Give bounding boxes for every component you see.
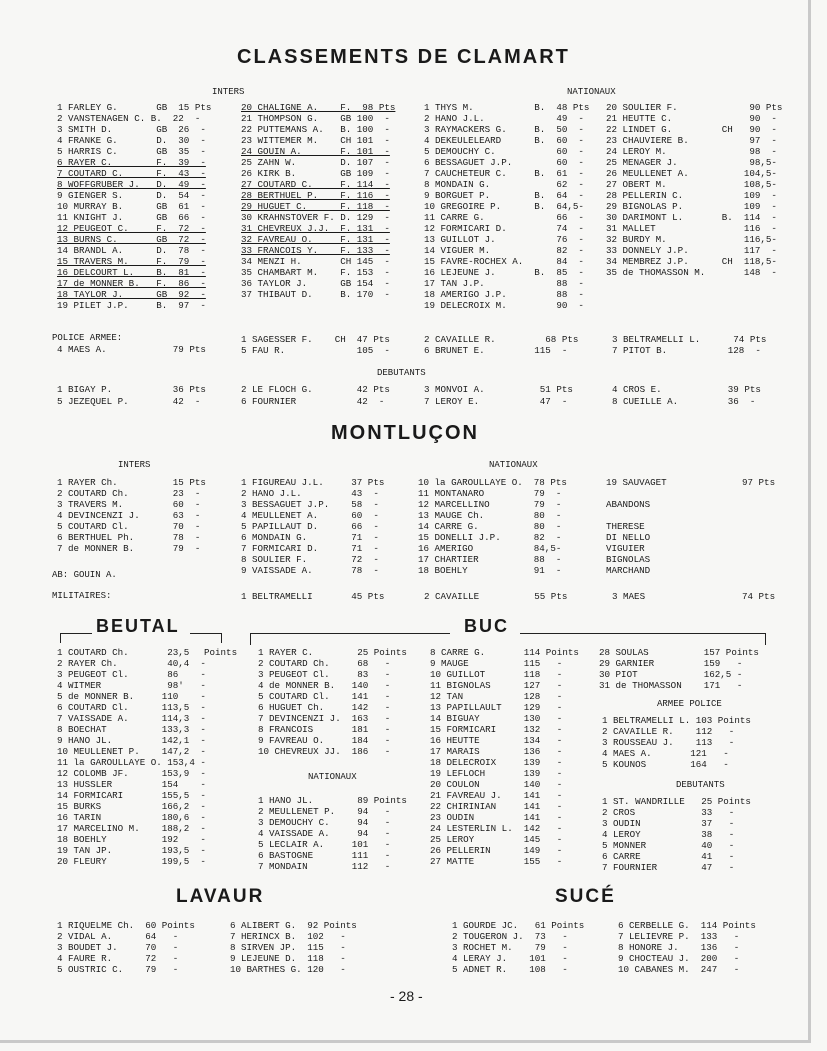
list-item: 18 BOEHLY 192 - <box>57 834 206 845</box>
beutal-rule-tick <box>60 633 61 643</box>
clamart-inters-col2 <box>241 102 395 300</box>
montlucon-sauvaget-points: 97 Pts <box>742 477 776 488</box>
debutant-row: 1 BIGAY P. 36 Pts <box>57 384 206 395</box>
list-item: 5 MONNER 40 - <box>602 840 735 851</box>
list-item: 17 MARAIS 136 - <box>430 746 563 757</box>
buc-rule-tick <box>250 633 251 645</box>
list-item: 10 CHEVREUX JJ. 186 - <box>258 746 391 757</box>
list-item: 6 CARRE 41 - <box>602 851 735 862</box>
list-item: 20 SOULIER F. 90 Pts <box>606 102 783 113</box>
buc-col2 <box>430 647 579 867</box>
list-item: 6 COUTARD Cl. 113,5 - <box>57 702 206 713</box>
list-item: 5 LECLAIR A. 101 - <box>258 839 391 850</box>
buc-rule-tick <box>765 633 766 645</box>
beutal-points-label: Points <box>204 647 238 658</box>
police-row: 4 MAES A. 79 Pts <box>57 344 206 355</box>
list-item: 4 VAISSADE A. 94 - <box>258 828 391 839</box>
buc-nationaux-label: NATIONAUX <box>308 772 357 782</box>
buc-debutants-label: DEBUTANTS <box>676 780 725 790</box>
list-item: 16 TARIN 180,6 - <box>57 812 206 823</box>
list-item: 4 de MONNER B. 140 - <box>258 680 391 691</box>
militaire-row: 74 Pts <box>742 591 776 602</box>
list-item: 2 RAYER Ch. 40,4 - <box>57 658 206 669</box>
list-item: 9 CHOCTEAU J. 200 - <box>618 953 740 964</box>
list-item: 10 MEULLENET P. 147,2 - <box>57 746 206 757</box>
list-item: 20 COULON 140 - <box>430 779 563 790</box>
list-item: 16 AMERIGO 84,5- <box>418 543 562 554</box>
list-item: 13 GUILLOT J. 76 - <box>424 234 584 245</box>
list-item: 8 SIRVEN JP. 115 - <box>230 942 346 953</box>
list-item: 31 MALLET 116 - <box>606 223 777 234</box>
lavaur-title: LAVAUR <box>176 886 265 907</box>
list-item: 9 HANO JL. 142,1 - <box>57 735 206 746</box>
list-item: 9 FAVREAU O. 184 - <box>258 735 391 746</box>
list-item: 6 RAYER C. F. 39 - <box>57 157 206 168</box>
list-item: 9 GIENGER S. D. 54 - <box>57 190 206 201</box>
list-item: 9 MAUGE 115 - <box>430 658 563 669</box>
list-item: BIGNOLAS <box>606 554 651 565</box>
list-item: 2 COUTARD Ch. 23 - <box>57 488 201 499</box>
montlucon-nationaux-col1 <box>241 477 384 576</box>
list-item: 30 DARIMONT L. B. 114 - <box>606 212 777 223</box>
list-item: 31 de THOMASSON 171 - <box>599 680 743 691</box>
list-item: 22 CHIRINIAN 141 - <box>430 801 563 812</box>
list-item: 8 BOECHAT 133,3 - <box>57 724 206 735</box>
list-item: 5 ADNET R. 108 - <box>452 964 568 975</box>
list-item: 6 BESSAGUET J.P. 60 - <box>424 157 584 168</box>
list-item: 12 FORMICARI D. 74 - <box>424 223 584 234</box>
list-item: 24 LEROY M. 98 - <box>606 146 777 157</box>
list-item: 24 LESTERLIN L. 142 - <box>430 823 563 834</box>
list-item: 25 ZAHN W. D. 107 - <box>241 157 390 168</box>
list-item: 2 VANSTENAGEN C. B. 22 - <box>57 113 201 124</box>
list-item: 7 FOURNIER 47 - <box>602 862 735 873</box>
list-item: 4 MEULLENET A. 60 - <box>241 510 379 521</box>
suce-title: SUCÉ <box>555 886 616 907</box>
list-item: 26 PELLERIN 149 - <box>430 845 563 856</box>
beutal-rule-left <box>60 633 92 634</box>
list-item: 3 ROUSSEAU J. 113 - <box>602 737 735 748</box>
list-item: 23 WITTEMER M. CH 101 - <box>241 135 390 146</box>
list-item: 6 ALIBERT G. 92 Points <box>230 920 357 931</box>
suce-col2 <box>618 920 756 975</box>
list-item: 33 FRANCOIS Y. F. 133 - <box>241 245 390 256</box>
list-item: 25 LEROY 145 - <box>430 834 563 845</box>
list-item: 18 DELECROIX 139 - <box>430 757 563 768</box>
list-item: 13 HUSSLER 154 - <box>57 779 206 790</box>
debutant-row: 8 CUEILLE A. 36 - <box>612 396 756 407</box>
list-item: 18 AMERIGO J.P. 88 - <box>424 289 584 300</box>
buc-col1 <box>258 647 407 757</box>
debutant-row: 3 MONVOI A. 51 Pts <box>424 384 573 395</box>
list-item: 29 HUGUET C. F. 118 - <box>241 201 390 212</box>
list-item: 6 BASTOGNE 111 - <box>258 850 391 861</box>
list-item: 8 CARRE G. 114 Points <box>430 647 579 658</box>
montlucon-nationaux-col3 <box>606 477 667 576</box>
list-item: 7 VAISSADE A. 114,3 - <box>57 713 206 724</box>
list-item: 11 la GAROULLAYE O. 153,4 - <box>57 757 206 768</box>
list-item: VIGUIER <box>606 543 645 554</box>
list-item: 19 DELECROIX M. 90 - <box>424 300 584 311</box>
list-item: 19 SAUVAGET <box>606 477 667 488</box>
list-item: 28 BERTHUEL P. F. 116 - <box>241 190 390 201</box>
list-item: THERESE <box>606 521 645 532</box>
clamart-police-label: POLICE ARMEE: <box>52 333 123 343</box>
list-item: 7 HERINCX B. 102 - <box>230 931 346 942</box>
list-item: 29 GARNIER 159 - <box>599 658 743 669</box>
list-item: 29 BIGNOLAS P. 109 - <box>606 201 777 212</box>
debutant-row: 2 LE FLOCH G. 42 Pts <box>241 384 390 395</box>
list-item: 2 VIDAL A. 64 - <box>57 931 179 942</box>
militaire-row: 3 MAES <box>612 591 646 602</box>
list-item: 4 WITMER 98' - <box>57 680 206 691</box>
list-item: 10 BARTHES G. 120 - <box>230 964 346 975</box>
list-item: 3 SMITH D. GB 26 - <box>57 124 206 135</box>
list-item: 7 de MONNER B. 79 - <box>57 543 201 554</box>
list-item: 36 TAYLOR J. GB 154 - <box>241 278 390 289</box>
list-item: 23 CHAUVIERE B. 97 - <box>606 135 777 146</box>
list-item: 15 FAVRE-ROCHEX A. 84 - <box>424 256 584 267</box>
list-item: 18 BOEHLY 91 - <box>418 565 562 576</box>
list-item: 21 HEUTTE C. 90 - <box>606 113 777 124</box>
list-item: 13 PAPILLAULT 129 - <box>430 702 563 713</box>
list-item: 3 PEUGEOT Cl. 86 - <box>57 669 206 680</box>
buc-armee-col <box>602 715 751 770</box>
list-item: 16 HEUTTE 134 - <box>430 735 563 746</box>
debutant-row: 6 FOURNIER 42 - <box>241 396 385 407</box>
list-item: 3 BESSAGUET J.P. 58 - <box>241 499 379 510</box>
list-item: 15 DONELLI J.P. 82 - <box>418 532 562 543</box>
list-item: 5 PAPILLAUT D. 66 - <box>241 521 379 532</box>
list-item: 2 CAVAILLE R. 112 - <box>602 726 735 737</box>
list-item: 34 MENZI H. CH 145 - <box>241 256 390 267</box>
list-item: 9 LEJEUNE D. 118 - <box>230 953 346 964</box>
suce-col1 <box>452 920 584 975</box>
montlucon-inters-col <box>57 477 206 554</box>
list-item: 15 TRAVERS M. F. 79 - <box>57 256 206 267</box>
montlucon-nationaux-label: NATIONAUX <box>489 460 538 470</box>
list-item: 35 de THOMASSON M. 148 - <box>606 267 777 278</box>
list-item: 17 MARCELINO M. 188,2 - <box>57 823 206 834</box>
list-item: 9 VAISSADE A. 78 - <box>241 565 379 576</box>
list-item <box>606 510 667 521</box>
list-item: ABANDONS <box>606 499 651 510</box>
list-item: 5 OUSTRIC C. 79 - <box>57 964 179 975</box>
beutal-col <box>57 647 206 867</box>
list-item: 5 COUTARD Cl. 70 - <box>57 521 201 532</box>
list-item: 27 OBERT M. 108,5- <box>606 179 777 190</box>
beutal-rule-right <box>190 633 222 634</box>
list-item: 30 PIOT 162,5 - <box>599 669 743 680</box>
list-item: 12 PEUGEOT C. F. 72 - <box>57 223 206 234</box>
list-item: 5 KOUNOS 164 - <box>602 759 729 770</box>
montlucon-militaires-label: MILITAIRES: <box>52 591 112 601</box>
list-item: 2 HANO J.L. 49 - <box>424 113 584 124</box>
list-item: 7 DEVINCENZI J. 163 - <box>258 713 391 724</box>
list-item: 14 CARRE G. 80 - <box>418 521 562 532</box>
police-row: 5 FAU R. 105 - <box>241 345 390 356</box>
list-item: 2 TOUGERON J. 73 - <box>452 931 568 942</box>
clamart-title: CLASSEMENTS DE CLAMART <box>237 46 570 68</box>
list-item: 33 DONNELY J.P. 117 - <box>606 245 777 256</box>
list-item: 4 DEKEULELEARD B. 60 - <box>424 135 584 146</box>
list-item: 4 LEROY 38 - <box>602 829 735 840</box>
montlucon-ab: AB: GOUIN A. <box>52 570 117 580</box>
buc-col3 <box>599 647 759 691</box>
list-item: 3 PEUGEOT Cl. 83 - <box>258 669 391 680</box>
list-item: 17 de MONNER B. F. 86 - <box>57 278 206 289</box>
list-item: 7 CAUCHETEUR C. B. 61 - <box>424 168 584 179</box>
list-item: 4 DEVINCENZI J. 63 - <box>57 510 201 521</box>
list-item: 12 COLOMB JF. 153,9 - <box>57 768 206 779</box>
list-item: 4 MAES A. 121 - <box>602 748 729 759</box>
list-item: 35 CHAMBART M. F. 153 - <box>241 267 390 278</box>
list-item: 1 RAYER C. 25 Points <box>258 647 407 658</box>
debutant-row: 5 JEZEQUEL P. 42 - <box>57 396 201 407</box>
list-item: 27 MATTE 155 - <box>430 856 563 867</box>
list-item: 10 GUILLOT 118 - <box>430 669 563 680</box>
list-item: 4 FRANKE G. D. 30 - <box>57 135 206 146</box>
list-item: 20 FLEURY 199,5 - <box>57 856 206 867</box>
police-row: 3 BELTRAMELLI L. 74 Pts <box>612 334 767 345</box>
list-item: 1 GOURDE JC. 61 Points <box>452 920 585 931</box>
beutal-rule-tick <box>221 633 222 643</box>
list-item: 2 COUTARD Ch. 68 - <box>258 658 391 669</box>
list-item: 27 COUTARD C. F. 114 - <box>241 179 390 190</box>
list-item: 5 HARRIS C. GB 35 - <box>57 146 206 157</box>
debutant-row: 4 CROS E. 39 Pts <box>612 384 761 395</box>
list-item: 37 THIBAUT D. B. 170 - <box>241 289 390 300</box>
list-item: 12 MARCELLINO 79 - <box>418 499 562 510</box>
lavaur-col2 <box>230 920 357 975</box>
list-item: 9 BORGUET P. B. 64 - <box>424 190 584 201</box>
list-item: 1 ST. WANDRILLE 25 Points <box>602 796 751 807</box>
list-item: 22 PUTTEMANS A. B. 100 - <box>241 124 390 135</box>
list-item: DI NELLO <box>606 532 651 543</box>
list-item: 14 FORMICARI 155,5 - <box>57 790 206 801</box>
list-item: 10 la GAROULLAYE O. 78 Pts <box>418 477 567 488</box>
list-item: 6 HUGUET Ch. 142 - <box>258 702 391 713</box>
list-item: 18 TAYLOR J. GB 92 - <box>57 289 206 300</box>
list-item: 19 TAN JP. 193,5 - <box>57 845 206 856</box>
list-item: 32 FAVREAU O. F. 131 - <box>241 234 390 245</box>
list-item: 1 RAYER Ch. 15 Pts <box>57 477 206 488</box>
list-item: 8 SOULIER F. 72 - <box>241 554 379 565</box>
clamart-debutants-label: DEBUTANTS <box>377 368 426 378</box>
list-item: 7 FORMICARI D. 71 - <box>241 543 379 554</box>
list-item: 1 FIGUREAU J.L. 37 Pts <box>241 477 385 488</box>
list-item: 5 de MONNER B. 110 - <box>57 691 206 702</box>
list-item: 1 BELTRAMELLI L. 103 Points <box>602 715 751 726</box>
list-item: 5 DEMOUCHY C. 60 - <box>424 146 584 157</box>
list-item: 10 CABANES M. 247 - <box>618 964 740 975</box>
list-item <box>606 488 667 499</box>
list-item: 28 SOULAS 157 Points <box>599 647 759 658</box>
clamart-nationaux-label: NATIONAUX <box>567 87 616 97</box>
list-item: 16 DELCOURT L. B. 81 - <box>57 267 206 278</box>
list-item: 31 CHEVREUX J.J. F. 131 - <box>241 223 390 234</box>
list-item: 11 BIGNOLAS 127 - <box>430 680 563 691</box>
montlucon-inters-label: INTERS <box>118 460 151 470</box>
buc-armee-label: ARMEE POLICE <box>657 699 722 709</box>
list-item: 12 TAN 128 - <box>430 691 563 702</box>
list-item: 1 FARLEY G. GB 15 Pts <box>57 102 212 113</box>
list-item: 14 VIGUER M. 82 - <box>424 245 584 256</box>
list-item: 19 PILET J.P. B. 97 - <box>57 300 206 311</box>
list-item: 21 THOMPSON G. GB 100 - <box>241 113 390 124</box>
list-item: 10 MURRAY B. GB 61 - <box>57 201 206 212</box>
list-item: 8 WOFFGRUBER J. D. 49 - <box>57 179 206 190</box>
page-number: - 28 - <box>390 988 423 1004</box>
police-row: 7 PITOT B. 128 - <box>612 345 761 356</box>
police-row: 2 CAVAILLE R. 68 Pts <box>424 334 579 345</box>
list-item: 26 MEULLENET A. 104,5- <box>606 168 777 179</box>
page-edge <box>808 0 811 1040</box>
list-item: 2 MEULLENET P. 94 - <box>258 806 391 817</box>
police-row: 1 SAGESSER F. CH 47 Pts <box>241 334 390 345</box>
list-item: 21 FAVREAU J. 141 - <box>430 790 563 801</box>
list-item: 11 CARRE G. 66 - <box>424 212 584 223</box>
list-item: 3 DEMOUCHY C. 94 - <box>258 817 391 828</box>
militaire-row: 2 CAVAILLE 55 Pts <box>424 591 568 602</box>
lavaur-col1 <box>57 920 195 975</box>
buc-debutants-col <box>602 796 751 873</box>
list-item: 14 BRANDL A. D. 78 - <box>57 245 206 256</box>
page-edge-bottom <box>0 1040 811 1043</box>
list-item: MARCHAND <box>606 565 651 576</box>
list-item: 8 HONORE J. 136 - <box>618 942 740 953</box>
buc-nationaux-col <box>258 795 407 872</box>
list-item: 10 GREGOIRE P. B. 64,5- <box>424 201 584 212</box>
list-item: 7 MONDAIN 112 - <box>258 861 391 872</box>
list-item: 1 RIQUELME Ch. 60 Points <box>57 920 195 931</box>
clamart-nationaux-col2 <box>606 102 782 278</box>
list-item: 3 TRAVERS M. 60 - <box>57 499 201 510</box>
list-item: 15 FORMICARI 132 - <box>430 724 563 735</box>
list-item: 6 MONDAIN G. 71 - <box>241 532 379 543</box>
list-item: 20 CHALIGNE A. F. 98 Pts <box>241 102 396 113</box>
buc-rule-left <box>250 633 450 634</box>
list-item: 6 CERBELLE G. 114 Points <box>618 920 756 931</box>
clamart-nationaux-col1 <box>424 102 589 311</box>
list-item: 19 LEFLOCH 139 - <box>430 768 563 779</box>
beutal-title: BEUTAL <box>96 616 180 636</box>
list-item: 16 LEJEUNE J. B. 85 - <box>424 267 584 278</box>
militaire-row: 1 BELTRAMELLI 45 Pts <box>241 591 385 602</box>
list-item: 3 ROCHET M. 79 - <box>452 942 568 953</box>
list-item: 8 MONDAIN G. 62 - <box>424 179 584 190</box>
list-item: 28 PELLERIN C. 109 - <box>606 190 777 201</box>
list-item: 1 THYS M. B. 48 Pts <box>424 102 590 113</box>
clamart-inters-col1 <box>57 102 211 311</box>
list-item: 2 CROS 33 - <box>602 807 735 818</box>
clamart-inters-label: INTERS <box>212 87 245 97</box>
list-item: 17 TAN J.P. 88 - <box>424 278 584 289</box>
list-item: 32 BURDY M. 116,5- <box>606 234 777 245</box>
list-item: 11 MONTANARO 79 - <box>418 488 562 499</box>
list-item: 3 RAYMACKERS G. B. 50 - <box>424 124 584 135</box>
list-item: 25 MENAGER J. 98,5- <box>606 157 777 168</box>
list-item: 22 LINDET G. CH 90 - <box>606 124 777 135</box>
list-item: 5 COUTARD Cl. 141 - <box>258 691 391 702</box>
list-item: 1 COUTARD Ch. 23,5 <box>57 647 190 658</box>
list-item: 3 OUDIN 37 - <box>602 818 735 829</box>
debutant-row: 7 LEROY E. 47 - <box>424 396 568 407</box>
montlucon-nationaux-col2 <box>418 477 567 576</box>
list-item: 11 KNIGHT J. GB 66 - <box>57 212 206 223</box>
list-item: 3 BOUDET J. 70 - <box>57 942 179 953</box>
list-item: 4 LERAY J. 101 - <box>452 953 568 964</box>
list-item: 14 BIGUAY 130 - <box>430 713 563 724</box>
buc-rule-right <box>520 633 765 634</box>
list-item: 6 BERTHUEL Ph. 78 - <box>57 532 201 543</box>
list-item: 17 CHARTIER 88 - <box>418 554 562 565</box>
list-item: 8 FRANCOIS 181 - <box>258 724 391 735</box>
list-item: 1 HANO JL. 89 Points <box>258 795 407 806</box>
buc-title: BUC <box>464 616 509 636</box>
list-item: 7 LELIEVRE P. 133 - <box>618 931 740 942</box>
montlucon-title: MONTLUÇON <box>331 422 479 444</box>
list-item: 13 MAUGE Ch. 80 - <box>418 510 562 521</box>
list-item: 23 OUDIN 141 - <box>430 812 563 823</box>
list-item: 13 BURNS C. GB 72 - <box>57 234 206 245</box>
list-item: 24 GOUIN A. F. 101 - <box>241 146 390 157</box>
list-item: 2 HANO J.L. 43 - <box>241 488 379 499</box>
list-item: 4 FAURE R. 72 - <box>57 953 179 964</box>
police-row: 6 BRUNET E. 115 - <box>424 345 568 356</box>
list-item: 30 KRAHNSTOVER F. D. 129 - <box>241 212 390 223</box>
list-item: 7 COUTARD C. F. 43 - <box>57 168 206 179</box>
list-item: 34 MEMBREZ J.P. CH 118,5- <box>606 256 777 267</box>
list-item: 26 KIRK B. GB 109 - <box>241 168 390 179</box>
list-item: 15 BURKS 166,2 - <box>57 801 206 812</box>
